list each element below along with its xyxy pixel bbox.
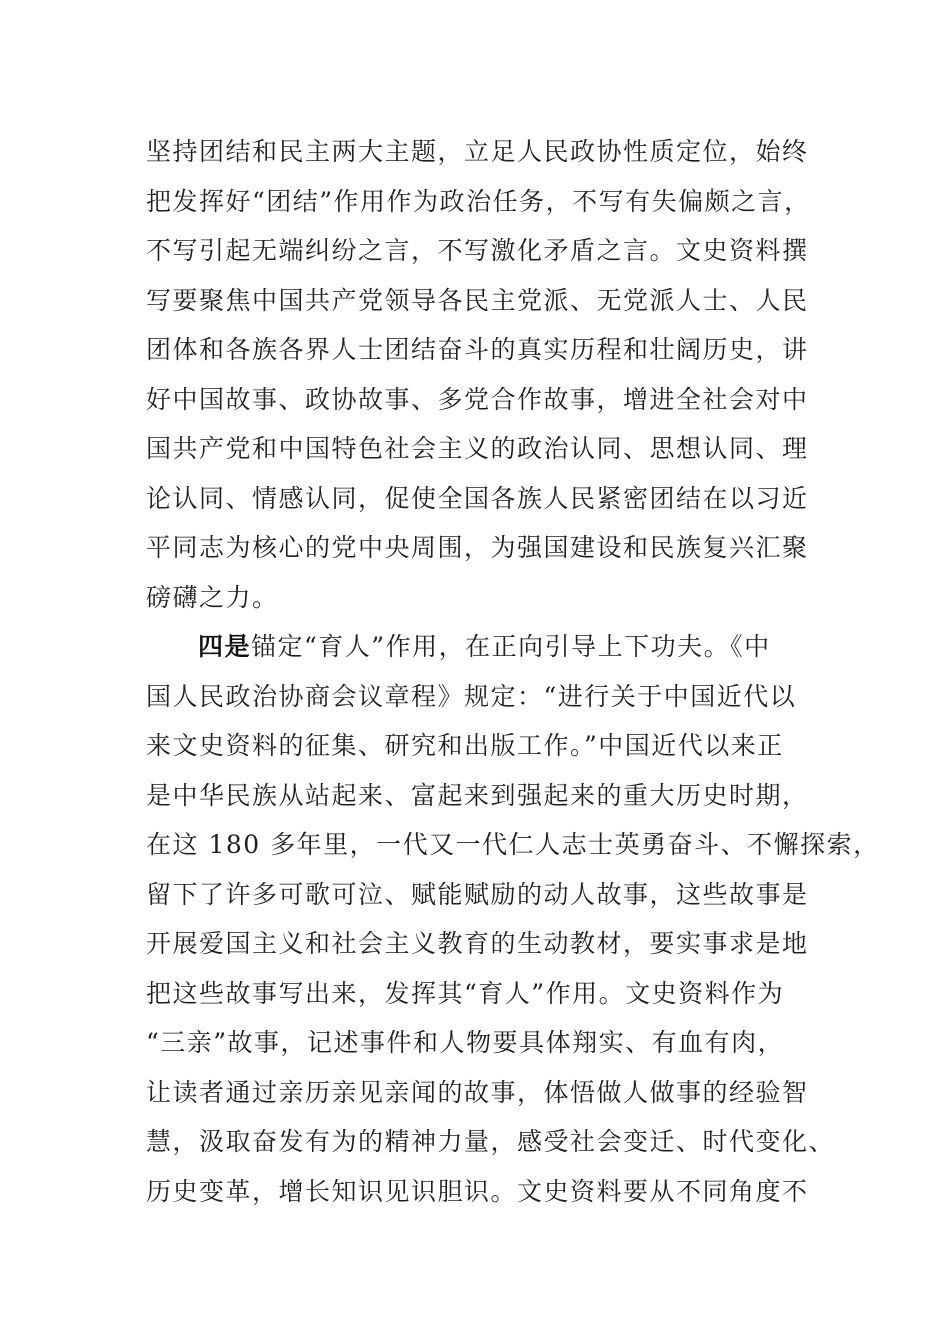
paragraph-1-line-4: 写要聚焦中国共产党领导各民主党派、无党派人士、人民 xyxy=(146,285,809,315)
paragraph-1-line-7: 国共产党和中国特色社会主义的政治认同、思想认同、理 xyxy=(146,434,809,463)
paragraph-1-line-9: 平同志为核心的党中央周围，为强国建设和民族复兴汇聚 xyxy=(146,533,809,562)
paragraph-2-line-1-text: 锚定“育人”作用，在正向引导上下功夫。《中 xyxy=(251,632,771,661)
paragraph-2-line-11: 慧，汲取奋发有为的精神力量，感受社会变迁、时代变化、 xyxy=(146,1127,836,1156)
paragraph-2-bold-lead: 四是 xyxy=(198,632,252,661)
paragraph-1-line-10: 磅礴之力。 xyxy=(146,582,279,612)
paragraph-1-line-8: 论认同、情感认同，促使全国各族人民紧密团结在以习近 xyxy=(146,483,809,513)
paragraph-2-line-12: 历史变革，增长知识见识胆识。文史资料要从不同角度不 xyxy=(146,1176,809,1206)
paragraph-2-line-1 xyxy=(146,627,836,677)
paragraph-2-line-8: 把这些故事写出来，发挥其“育人”作用。文史资料作为 xyxy=(146,978,785,1008)
paragraph-1-line-1: 坚持团结和民主两大主题，立足人民政协性质定位，始终 xyxy=(146,137,809,166)
paragraph-2-line-2: 国人民政治协商会议章程》规定：“进行关于中国近代以 xyxy=(146,681,797,711)
paragraph-2-line-4: 是中华民族从站起来、富起来到强起来的重大历史时期， xyxy=(146,780,809,810)
paragraph-2-line-3: 来文史资料的征集、研究和出版工作。”中国近代以来正 xyxy=(146,731,784,760)
paragraph-2-line-5: 在这 180 多年里，一代又一代仁人志士英勇奋斗、不懈探索， xyxy=(146,830,880,859)
paragraph-2-line-6: 留下了许多可歌可泣、赋能赋励的动人故事，这些故事是 xyxy=(146,879,809,909)
body-text xyxy=(146,132,880,1221)
paragraph-1-line-2: 把发挥好“团结”作用作为政治任务，不写有失偏颇之言， xyxy=(146,186,811,216)
paragraph-1-line-6: 好中国故事、政协故事、多党合作故事，增进全社会对中 xyxy=(146,384,809,414)
paragraph-2-line-7: 开展爱国主义和社会主义教育的生动教材，要实事求是地 xyxy=(146,929,809,958)
paragraph-1-line-5: 团体和各族各界人士团结奋斗的真实历程和壮阔历史，讲 xyxy=(146,335,809,364)
paragraph-2-line-9: “三亲”故事，记述事件和人物要具体翔实、有血有肉， xyxy=(146,1028,785,1057)
paragraph-2-line-10: 让读者通过亲历亲见亲闻的故事，体悟做人做事的经验智 xyxy=(146,1077,809,1107)
paragraph-1-line-3: 不写引起无端纠纷之言，不写激化矛盾之言。文史资料撰 xyxy=(146,236,809,265)
